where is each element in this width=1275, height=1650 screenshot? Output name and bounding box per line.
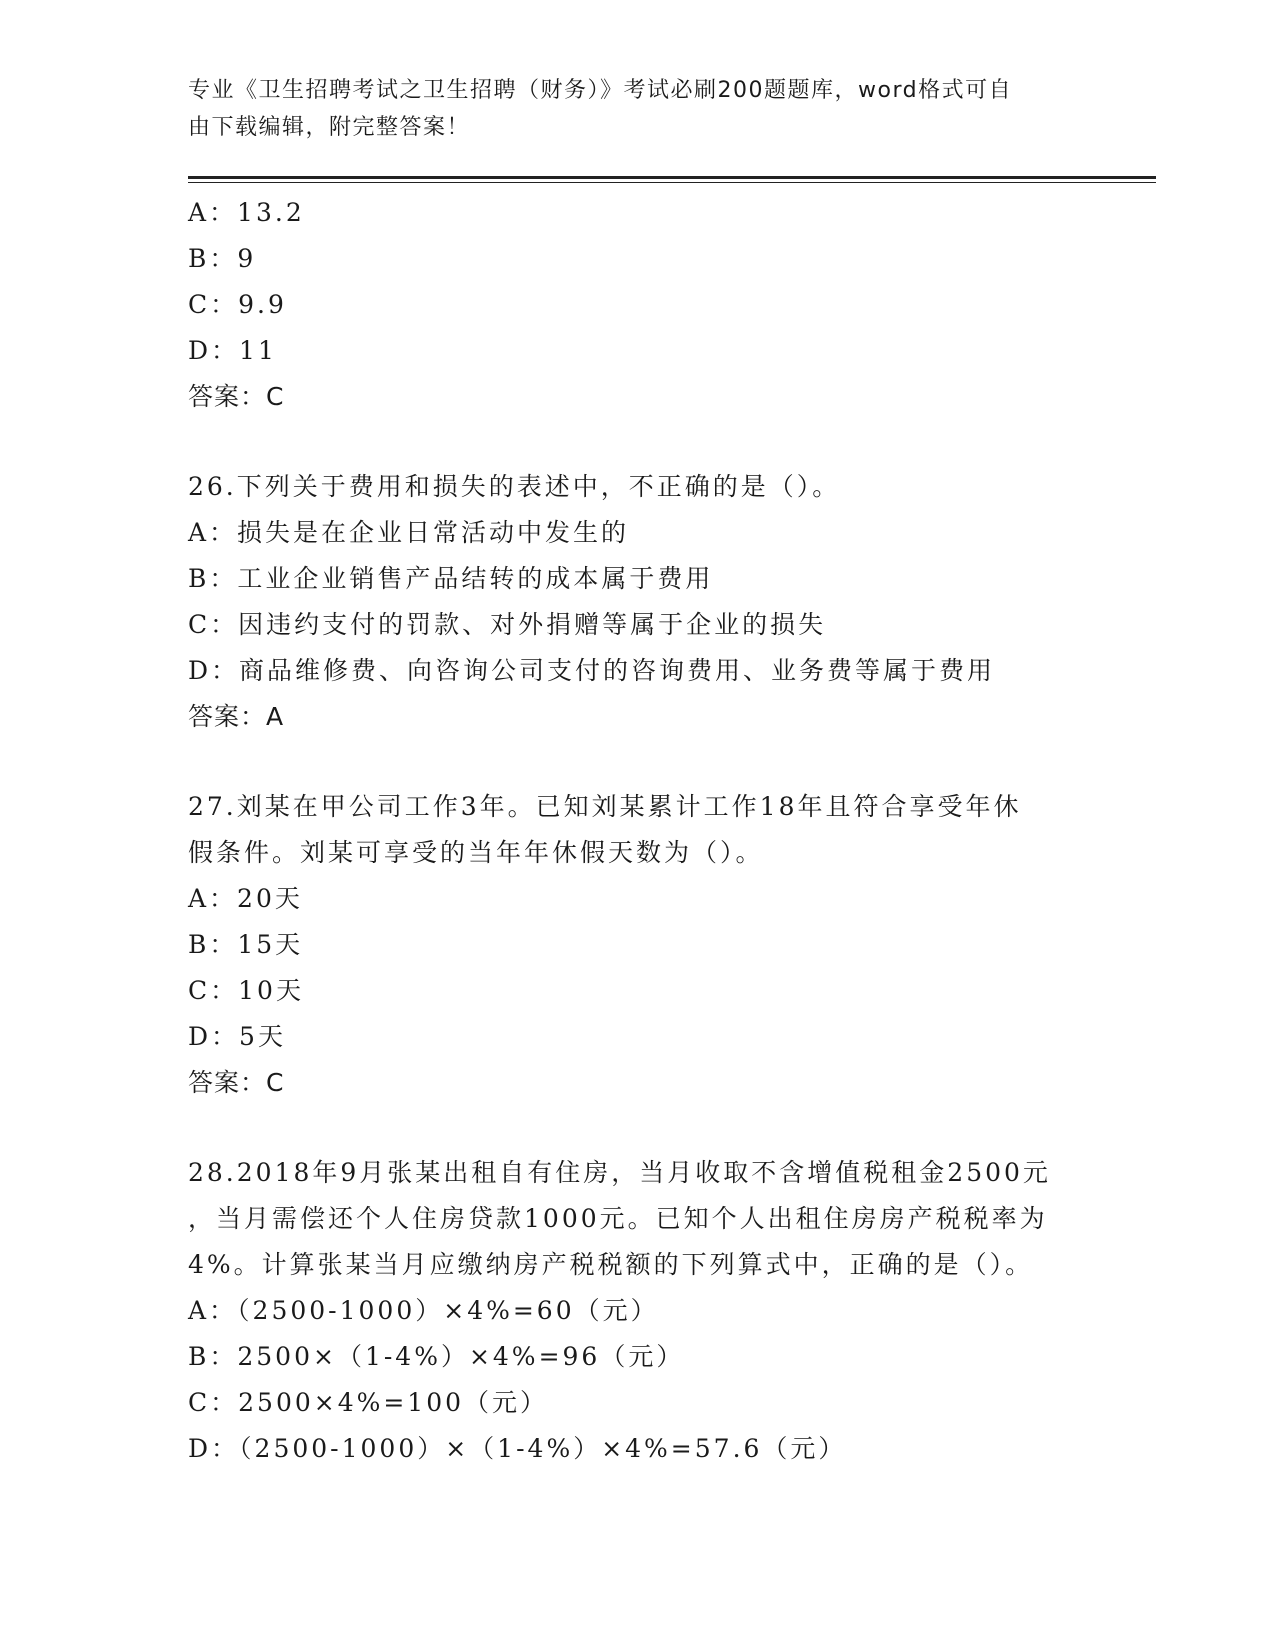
question-stem: ，当月需偿还个人住房贷款1000元。已知个人出租住房房产税税率为 [188, 1204, 1048, 1233]
option-a: A：（2500-1000）×4%=60（元） [188, 1296, 659, 1325]
option-b: B：15天 [188, 930, 304, 959]
option-c: C：2500×4%=100（元） [188, 1388, 549, 1417]
option-b: B：2500×（1-4%）×4%=96（元） [188, 1342, 685, 1371]
option-d: D：11 [188, 336, 277, 365]
header-line-1: 专业《卫生招聘考试之卫生招聘（财务）》考试必刷200题题库，word格式可自 [188, 78, 1013, 103]
option-c: C：10天 [188, 976, 304, 1005]
header-divider-thin [188, 182, 1156, 183]
answer-line: 答案：A [188, 702, 285, 731]
question-stem: 27.刘某在甲公司工作3年。已知刘某累计工作18年且符合享受年休 [188, 792, 1022, 821]
answer-line: 答案：C [188, 1068, 285, 1097]
option-b: B：工业企业销售产品结转的成本属于费用 [188, 564, 714, 593]
question-27 [188, 784, 1088, 1106]
option-c: C：因违约支付的罚款、对外捐赠等属于企业的损失 [188, 610, 827, 639]
question-stem: 28.2018年9月张某出租自有住房，当月收取不含增值税租金2500元 [188, 1158, 1051, 1187]
question-stem: 26.下列关于费用和损失的表述中，不正确的是（）。 [188, 472, 841, 501]
question-stem: 4%。计算张某当月应缴纳房产税税额的下列算式中，正确的是（）。 [188, 1250, 1034, 1279]
option-d: D：商品维修费、向咨询公司支付的咨询费用、业务费等属于费用 [188, 656, 996, 685]
option-c: C：9.9 [188, 290, 287, 319]
question-25-continued [188, 190, 1088, 420]
question-list [188, 190, 1088, 1472]
header-divider-thick [188, 176, 1156, 179]
option-a: A：20天 [188, 884, 303, 913]
question-stem: 假条件。刘某可享受的当年年休假天数为（）。 [188, 838, 764, 867]
document-header [188, 72, 1078, 146]
option-a: A：13.2 [188, 198, 305, 227]
header-line-2: 由下载编辑，附完整答案！ [188, 115, 471, 140]
option-a: A：损失是在企业日常活动中发生的 [188, 518, 630, 547]
option-b: B：9 [188, 244, 257, 273]
question-26 [188, 464, 1088, 740]
option-d: D：5天 [188, 1022, 286, 1051]
answer-line: 答案：C [188, 382, 285, 411]
option-d: D：（2500-1000）×（1-4%）×4%=57.6（元） [188, 1434, 847, 1463]
question-28 [188, 1150, 1088, 1472]
